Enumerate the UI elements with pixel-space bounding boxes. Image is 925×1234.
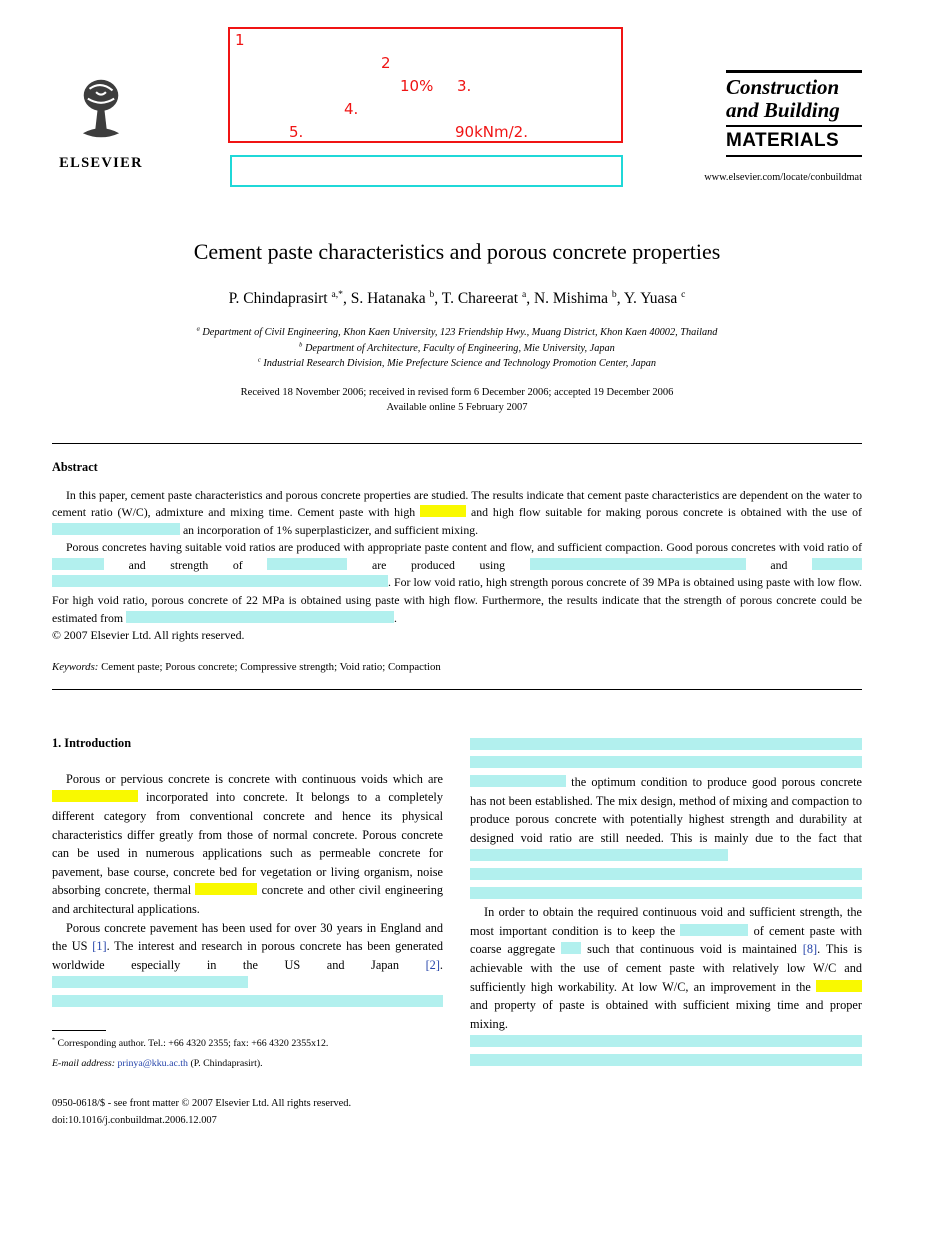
keywords-line: [52, 661, 862, 673]
redaction-bar-yellow: [195, 883, 257, 895]
dates-block: [52, 385, 862, 416]
two-column-body: [52, 736, 862, 1129]
article-title: Cement paste characteristics and porous concrete properties: [193, 239, 721, 264]
affiliation-line: [52, 325, 862, 341]
red-annotation: 1: [235, 31, 245, 49]
red-annotation: 2: [381, 54, 391, 72]
journal-logo-rule: [726, 155, 862, 157]
redaction-bar-cyan: [52, 995, 443, 1007]
red-annotation: 10%: [400, 77, 434, 95]
journal-title-line2: and Building: [726, 98, 840, 122]
abstract-heading: Abstract: [52, 459, 98, 474]
paragraph: [470, 1033, 862, 1070]
page-content: [52, 0, 862, 1129]
email-footnote: [52, 1057, 443, 1072]
paragraph: Porous or pervious concrete is concrete with continuous voids which are incorporated into concrete. It belongs to a completely different category from conventional concrete and hence its physical characteristics differ greatly from those of normal concrete. Porous concrete can be used in numerous applications such as permeable concrete for pavement, base course, concrete bed for vegetation or living organism, noise absorbing concrete, thermal concrete and other civil engineering and architectural applications.: [52, 771, 443, 916]
available-line: Available online 5 February 2007: [386, 402, 528, 413]
journal-logo: [726, 70, 862, 157]
affiliation-sup: b: [299, 341, 303, 349]
redaction-bar-cyan: [530, 558, 746, 570]
redaction-bar-cyan: [470, 868, 862, 880]
doi-line: doi:10.1016/j.conbuildmat.2006.12.007: [52, 1114, 217, 1126]
cyan-highlight-box: [230, 155, 623, 187]
footer-block: [52, 1096, 443, 1129]
redaction-bar-cyan: [126, 611, 394, 623]
received-line: Received 18 November 2006; received in revised form 6 December 2006; accepted 19 December 2006: [240, 386, 674, 398]
redaction-bar-cyan: [52, 575, 388, 587]
citation-ref[interactable]: [8]: [802, 942, 818, 957]
affiliation-text: Department of Architecture, Faculty of Engineering, Mie University, Japan: [304, 342, 615, 354]
keywords-text: Cement paste; Porous concrete; Compressive strength; Void ratio; Compaction: [98, 660, 441, 673]
redaction-bar-cyan: [561, 942, 581, 954]
redaction-bar-cyan: [812, 558, 862, 570]
email-label: E-mail address:: [52, 1058, 115, 1070]
redaction-bar-cyan: [680, 924, 748, 936]
journal-logo-rule: [726, 125, 862, 127]
superscript: c: [681, 288, 686, 300]
affiliation-sup: a: [196, 325, 200, 333]
corresponding-author-footnote: [52, 1037, 443, 1052]
paragraph: the optimum condition to produce good porous concrete has not been established. The mix design, method of mixing and compaction to produce porous concrete with potentially highest strength and durability at designed void ratio are still needed. This is mainly due to the fact that: [470, 736, 862, 903]
section-heading-introduction: 1. Introduction: [52, 735, 132, 750]
footnote-asterisk: *: [52, 1037, 56, 1044]
redaction-bar-yellow: [420, 505, 466, 517]
redaction-bar-cyan: [52, 976, 248, 988]
redaction-bar-cyan: [52, 523, 180, 535]
elsevier-wordmark: ELSEVIER: [59, 155, 143, 171]
redaction-bar-cyan: [267, 558, 347, 570]
issn-line: 0950-0618/$ - see front matter © 2007 Elsevier Ltd. All rights reserved.: [52, 1098, 352, 1110]
redaction-bar-cyan: [470, 849, 728, 861]
citation-ref[interactable]: [2]: [425, 957, 440, 972]
journal-title-line3: MATERIALS: [726, 130, 840, 151]
superscript: b: [429, 288, 435, 300]
journal-title-line1: Construction: [726, 75, 840, 99]
email-suffix: (P. Chindaprasirt).: [188, 1058, 263, 1070]
elsevier-logo: [54, 74, 148, 172]
red-annotation-box: [228, 27, 623, 143]
paragraph: Porous concrete pavement has been used for over 30 years in England and the US [1]. The interest and research in porous concrete has been generated worldwide especially in the US and Japan [2].: [52, 919, 443, 1012]
right-column: [470, 736, 862, 1129]
abstract-paragraph: Porous concretes having suitable void ratios are produced with appropriate paste content and flow, and sufficient compaction. Good porous concretes with void ratio of and strength of are produced using and . For low void ratio, high strength porous concrete of 39 MPa is obtained using paste with low flow. For high void ratio, porous concrete of 22 MPa is obtained using paste with high flow. Furthermore, the results indicate that the strength of porous concrete could be estimated from .: [52, 540, 862, 625]
superscript: b: [611, 288, 617, 300]
divider-rule: [52, 443, 862, 444]
copyright-line: © 2007 Elsevier Ltd. All rights reserved.: [52, 628, 245, 643]
affiliation-text: Department of Civil Engineering, Khon Kaen University, 123 Friendship Hwy., Muang District, Khon Kaen 40002, Thailand: [202, 327, 718, 338]
abstract-section: [52, 460, 862, 673]
left-column: [52, 736, 443, 1129]
affiliation-line: [52, 341, 862, 357]
redaction-bar-cyan: [470, 887, 862, 899]
footnote-text: Corresponding author. Tel.: +66 4320 2355; fax: +66 4320 2355x12.: [55, 1037, 329, 1049]
author-line: P. Chindaprasirt $^{a,*}$, S. Hatanaka $^b$, T. Chareerat $^a$, N. Mishima $^b$, Y. Yuasa $^c$: [228, 288, 686, 307]
red-annotation: 3.: [457, 77, 472, 95]
red-annotation: 90kNm/2.: [455, 123, 528, 141]
paragraph: In order to obtain the required continuous void and sufficient strength, the most important condition is to keep the of cement paste with coarse aggregate such that continuous void is maintained [8]. This is achievable with the use of cement paste with relatively low W/C and sufficiently high workability. At low W/C, an improvement in the and property of paste is obtained with sufficient mixing time and proper mixing.: [470, 905, 862, 1031]
superscript: a,*: [331, 288, 343, 300]
redaction-bar-yellow: [816, 980, 862, 992]
red-annotation: 4.: [344, 100, 359, 118]
affiliations: [52, 325, 862, 372]
redaction-bar-yellow: [52, 790, 138, 802]
page-header: [52, 0, 862, 205]
journal-url: www.elsevier.com/locate/conbuildmat: [704, 172, 862, 183]
footnote-rule: [52, 1030, 106, 1031]
redaction-bar-cyan: [470, 738, 862, 750]
redaction-bar-cyan: [470, 775, 566, 787]
divider-rule: [52, 689, 862, 690]
email-link[interactable]: prinya@kku.ac.th: [117, 1058, 188, 1070]
superscript: a: [521, 288, 527, 300]
affiliation-line: [52, 356, 862, 372]
keywords-label: Keywords:: [52, 660, 99, 673]
elsevier-tree-icon: [59, 74, 143, 148]
affiliation-sup: c: [257, 356, 261, 364]
redaction-bar-cyan: [470, 1054, 862, 1066]
journal-logo-rule: [726, 70, 862, 73]
redaction-bar-cyan: [470, 756, 862, 768]
abstract-paragraph: In this paper, cement paste characteristics and porous concrete properties are studied. The results indicate that cement paste characteristics are dependent on the water to cement ratio (W/C), admixture and mixing time. Cement paste with high and high flow suitable for making porous concrete is obtained with the use of an incorporation of 1% superplasticizer, and sufficient mixing.: [52, 487, 862, 537]
redaction-bar-cyan: [52, 558, 104, 570]
redaction-bar-cyan: [470, 1035, 862, 1047]
affiliation-text: Industrial Research Division, Mie Prefecture Science and Technology Promotion Center, Japan: [263, 358, 657, 369]
red-annotation: 5.: [289, 123, 304, 141]
citation-ref[interactable]: [1]: [92, 939, 107, 954]
